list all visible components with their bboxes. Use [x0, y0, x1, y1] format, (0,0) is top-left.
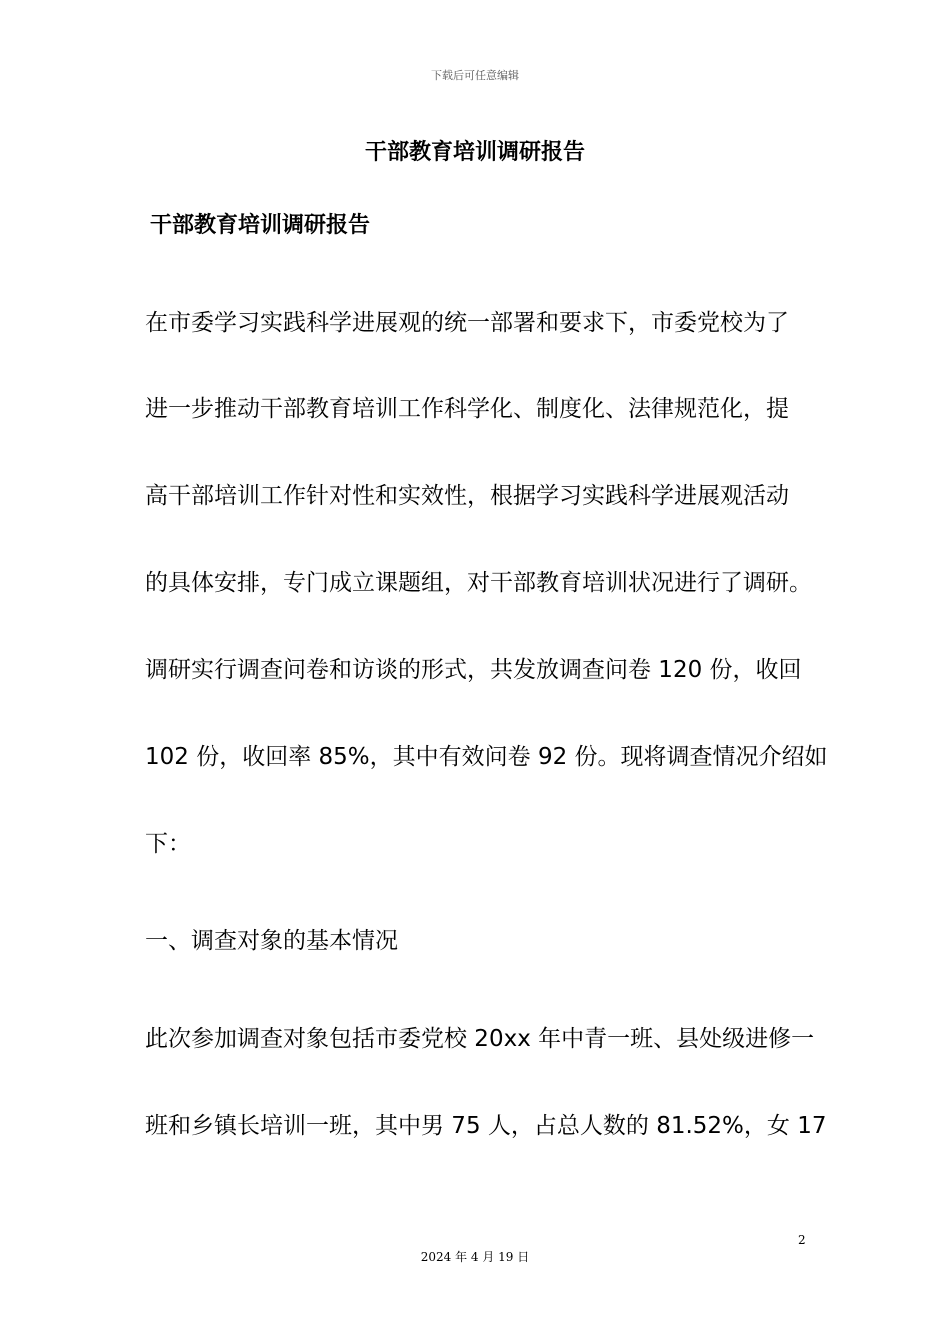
body-line: 调研实行调查问卷和访谈的形式，共发放调查问卷 120 份，收回: [145, 657, 802, 683]
section-heading: 一、调查对象的基本情况: [145, 928, 398, 954]
body-line: 班和乡镇长培训一班，其中男 75 人，占总人数的 81.52%，女 17: [145, 1113, 827, 1139]
header-note: 下载后可任意编辑: [431, 69, 519, 82]
section-title: 干部教育培训调研报告: [150, 213, 371, 238]
body-line: 此次参加调查对象包括市委党校 20xx 年中青一班、县处级进修一: [145, 1026, 815, 1052]
body-line: 进一步推动干部教育培训工作科学化、制度化、法律规范化，提: [145, 396, 789, 422]
body-line: 102 份，收回率 85%，其中有效问卷 92 份。现将调查情况介绍如: [145, 744, 828, 770]
body-line: 高干部培训工作针对性和实效性，根据学习实践科学进展观活动: [145, 483, 789, 509]
body-line: 的具体安排，专门成立课题组，对干部教育培训状况进行了调研。: [145, 570, 812, 596]
document-title: 干部教育培训调研报告: [364, 140, 585, 165]
body-line: 下：: [145, 831, 191, 857]
footer-date: 2024 年 4 月 19 日: [420, 1250, 530, 1264]
page-number: 2: [798, 1233, 806, 1247]
body-line: 在市委学习实践科学进展观的统一部署和要求下，市委党校为了: [145, 310, 789, 336]
